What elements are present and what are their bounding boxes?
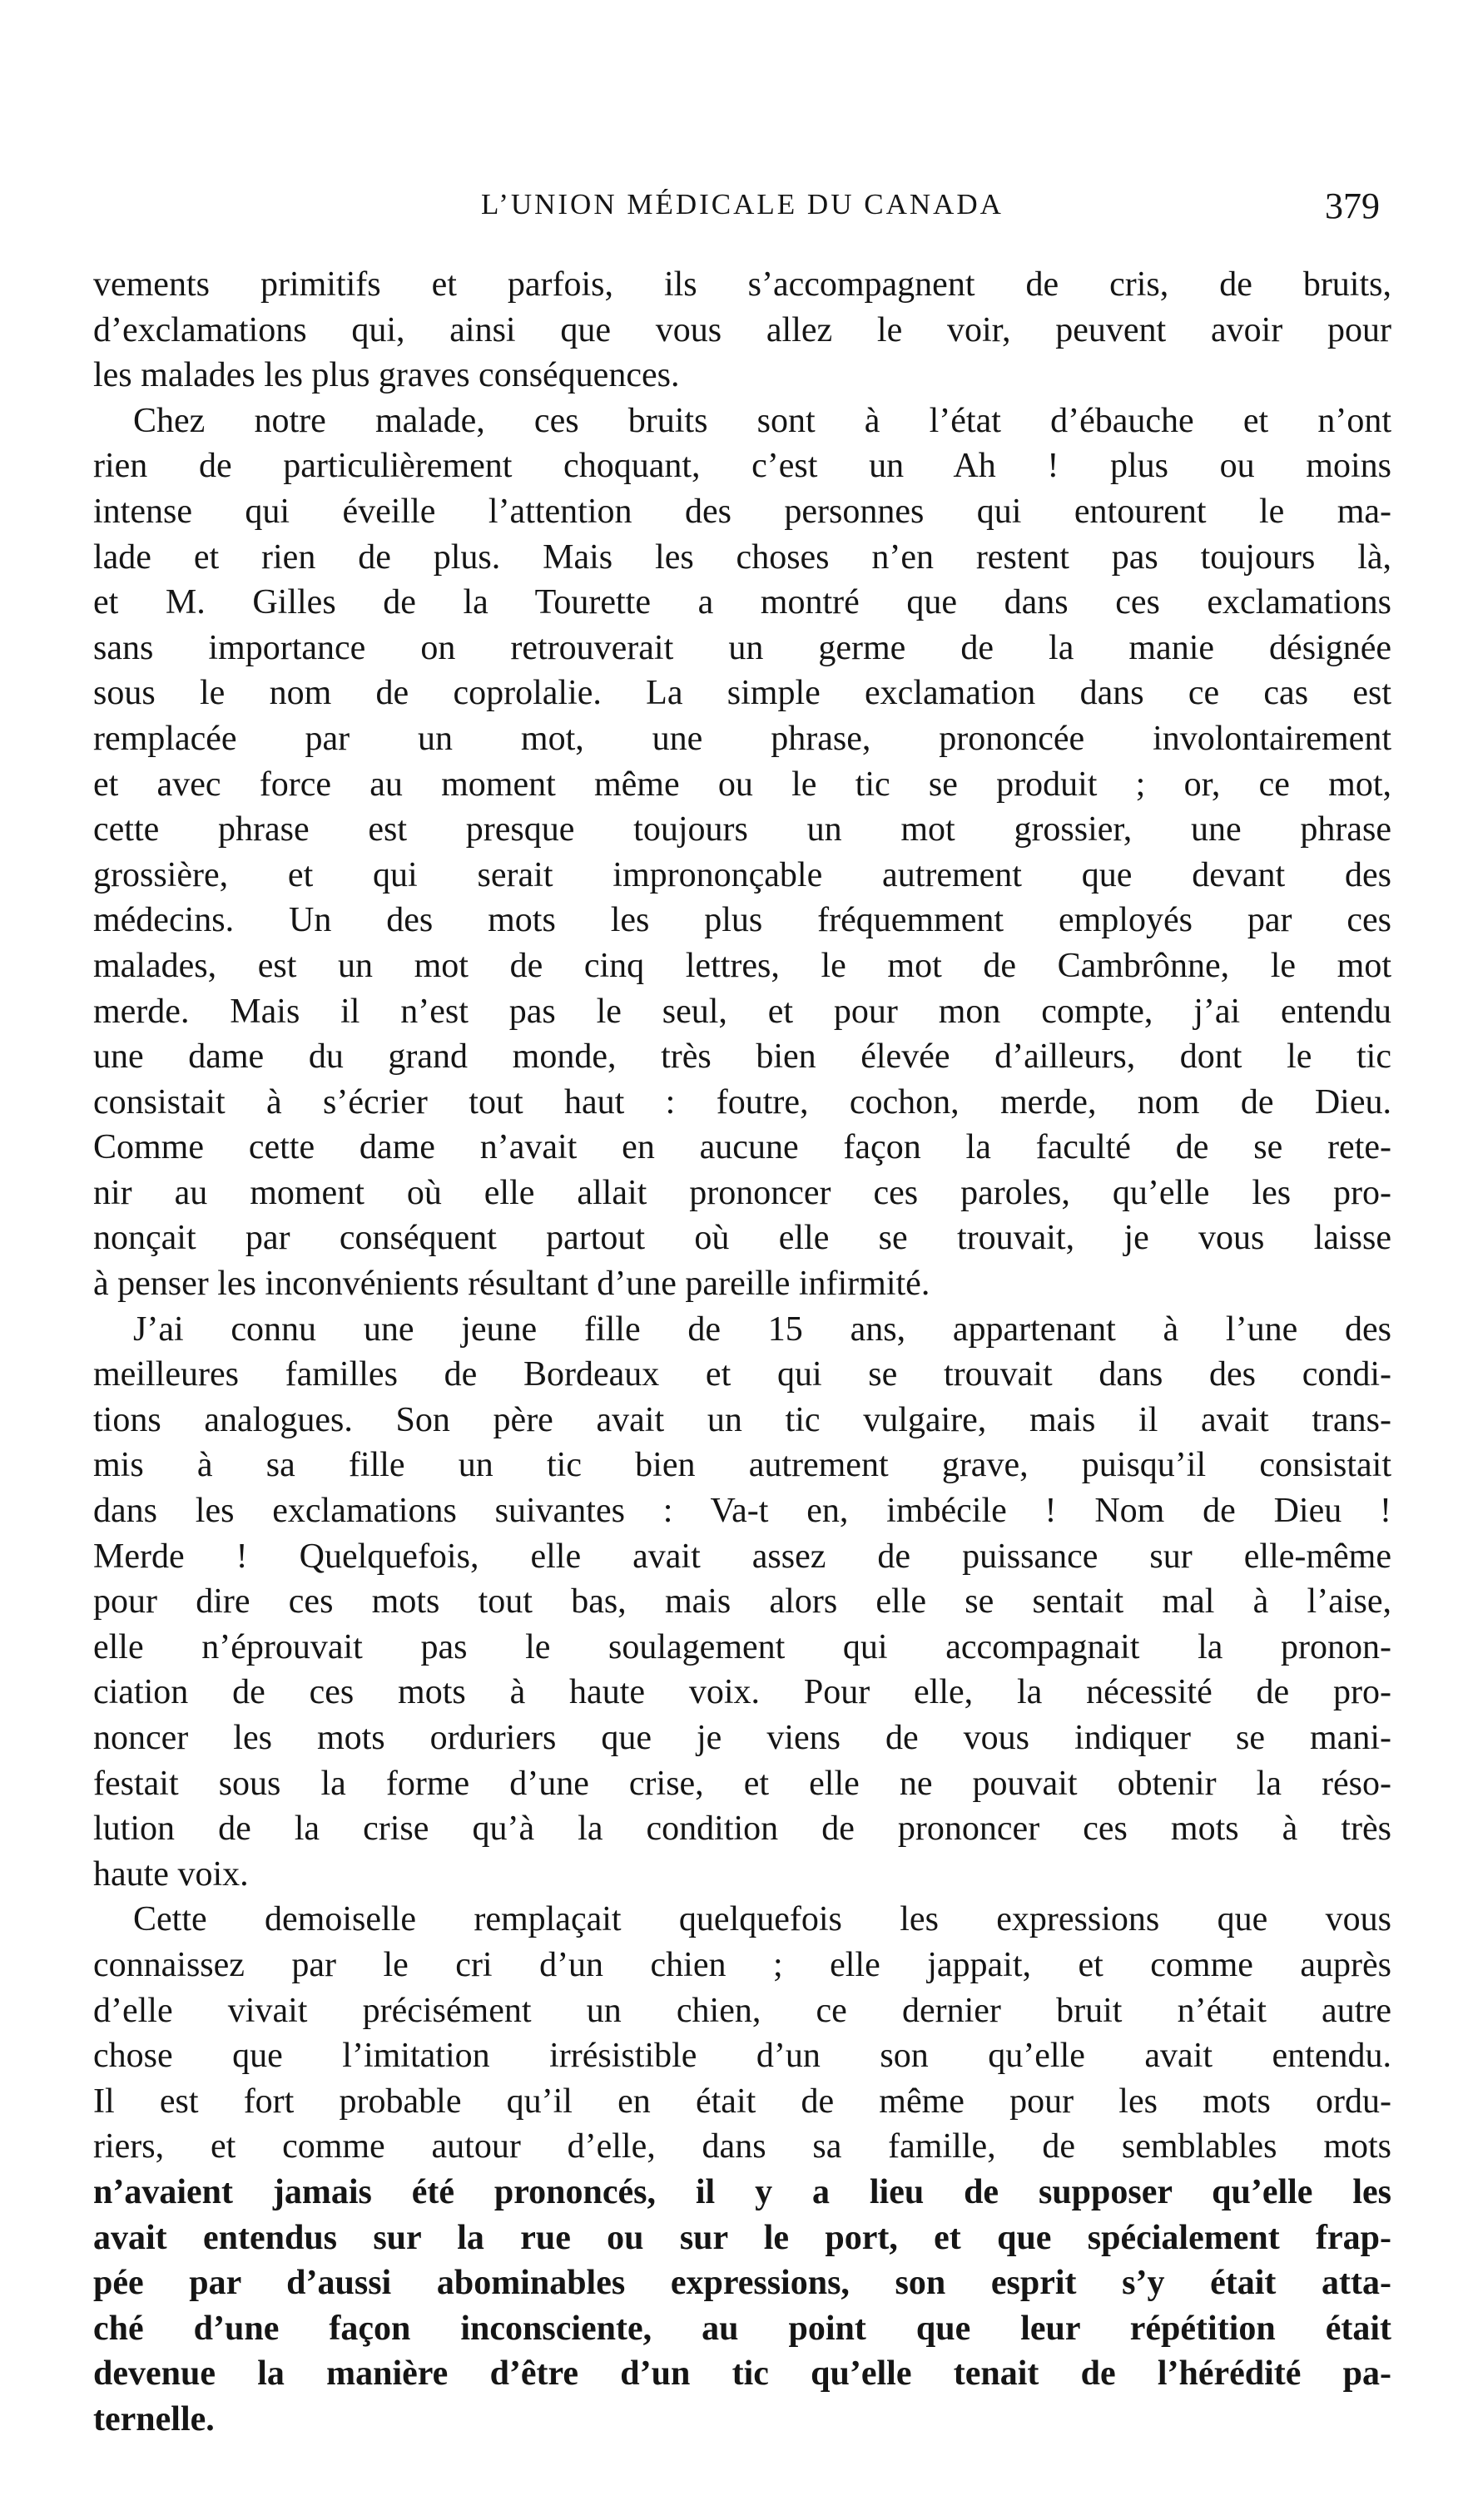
text-line: ciation de ces mots à haute voix. Pour elle, la nécessité de pro-	[93, 1673, 1391, 1712]
text-line: pour dire ces mots tout bas, mais alors elle se sentait mal à l’aise,	[93, 1582, 1391, 1621]
text-line: sans importance on retrouverait un germe de la manie désignée	[93, 628, 1391, 667]
text-line: nir au moment où elle allait prononcer ces paroles, qu’elle les pro-	[93, 1173, 1391, 1212]
text-line: connaissez par le cri d’un chien ; elle jappait, et comme auprès	[93, 1945, 1391, 1984]
text-line: grossière, et qui serait imprononçable autrement que devant des	[93, 855, 1391, 894]
page-header	[93, 185, 1391, 235]
paragraph	[93, 1307, 1391, 1898]
text-line: médecins. Un des mots les plus fréquemment employés par ces	[93, 901, 1391, 940]
text-line: merde. Mais il n’est pas le seul, et pour mon compte, j’ai entendu	[93, 992, 1391, 1031]
page-number: 379	[1325, 186, 1380, 226]
text-line: une dame du grand monde, très bien élevée d’ailleurs, dont le tic	[93, 1037, 1391, 1077]
text-line: consistait à s’écrier tout haut : foutre, cochon, merde, nom de Dieu.	[93, 1082, 1391, 1121]
text-line: rien de particulièrement choquant, c’est un Ah ! plus ou moins	[93, 447, 1391, 486]
text-line: Il est fort probable qu’il en était de même pour les mots ordu-	[93, 2082, 1391, 2121]
text-line: lution de la crise qu’à la condition de prononcer ces mots à très	[93, 1810, 1391, 1849]
text-line: elle n’éprouvait pas le soulagement qui accompagnait la pronon-	[93, 1627, 1391, 1666]
text-line: sous le nom de coprolalie. La simple exclamation dans ce cas est	[93, 674, 1391, 713]
paragraph	[93, 262, 1391, 399]
text-line: Chez notre malade, ces bruits sont à l’état d’ébauche et n’ont	[133, 401, 1391, 440]
text-line: Comme cette dame n’avait en aucune façon la faculté de se rete-	[93, 1128, 1391, 1167]
text-line: chose que l’imitation irrésistible d’un son qu’elle avait entendu.	[93, 2037, 1391, 2076]
text-line: d’exclamations qui, ainsi que vous allez le voir, peuvent avoir pour	[93, 310, 1391, 349]
text-line: mis à sa fille un tic bien autrement grave, puisqu’il consistait	[93, 1446, 1391, 1485]
text-line: festait sous la forme d’une crise, et elle ne pouvait obtenir la réso-	[93, 1764, 1391, 1803]
text-line: malades, est un mot de cinq lettres, le mot de Cambrônne, le mot	[93, 946, 1391, 985]
text-line: Merde ! Quelquefois, elle avait assez de puissance sur elle-même	[93, 1537, 1391, 1576]
text-line: riers, et comme autour d’elle, dans sa famille, de semblables mots	[93, 2127, 1391, 2166]
text-line: haute voix.	[93, 1854, 249, 1894]
text-line: remplacée par un mot, une phrase, prononcée involontairement	[93, 719, 1391, 758]
text-line: noncer les mots orduriers que je viens de vous indiquer se mani-	[93, 1719, 1391, 1757]
paragraph	[93, 1897, 1391, 2442]
text-line: à penser les inconvénients résultant d’une pareille infirmité.	[93, 1265, 930, 1304]
text-line: cette phrase est presque toujours un mot grossier, une phrase	[93, 810, 1391, 849]
text-line: les malades les plus graves conséquences.	[93, 356, 680, 395]
text-line: d’elle vivait précisément un chien, ce dernier bruit n’était autre	[93, 1991, 1391, 2030]
text-line: meilleures familles de Bordeaux et qui se trouvait dans des condi-	[93, 1355, 1391, 1394]
text-line: vements primitifs et parfois, ils s’accompagnent de cris, de bruits,	[93, 265, 1391, 304]
text-line: pée par d’aussi abominables expressions, son esprit s’y était atta-	[93, 2264, 1391, 2303]
text-line: et avec force au moment même ou le tic se produit ; or, ce mot,	[93, 765, 1391, 804]
text-line: n’avaient jamais été prononcés, il y a lieu de supposer qu’elle les	[93, 2172, 1391, 2211]
text-line: intense qui éveille l’attention des personnes qui entourent le ma-	[93, 492, 1391, 531]
text-line: dans les exclamations suivantes : Va-t en, imbécile ! Nom de Dieu !	[93, 1492, 1391, 1531]
running-head: L’UNION MÉDICALE DU CANADA	[481, 188, 1004, 220]
text-line: et M. Gilles de la Tourette a montré que dans ces exclamations	[93, 583, 1391, 622]
body-text	[93, 262, 1391, 2443]
text-line: lade et rien de plus. Mais les choses n’en restent pas toujours là,	[93, 537, 1391, 577]
paragraph	[93, 399, 1391, 1307]
text-line: devenue la manière d’être d’un tic qu’elle tenait de l’hérédité pa-	[93, 2354, 1391, 2394]
text-line: Cette demoiselle remplaçait quelquefois les expressions que vous	[133, 1900, 1391, 1939]
text-line: tions analogues. Son père avait un tic vulgaire, mais il avait trans-	[93, 1400, 1391, 1439]
text-line: nonçait par conséquent partout où elle se trouvait, je vous laisse	[93, 1219, 1391, 1258]
text-line: ché d’une façon inconsciente, au point que leur répétition était	[93, 2309, 1391, 2348]
text-line: J’ai connu une jeune fille de 15 ans, appartenant à l’une des	[133, 1310, 1391, 1349]
text-line: ternelle.	[93, 2399, 215, 2438]
text-line: avait entendus sur la rue ou sur le port, et que spécialement frap-	[93, 2218, 1391, 2257]
